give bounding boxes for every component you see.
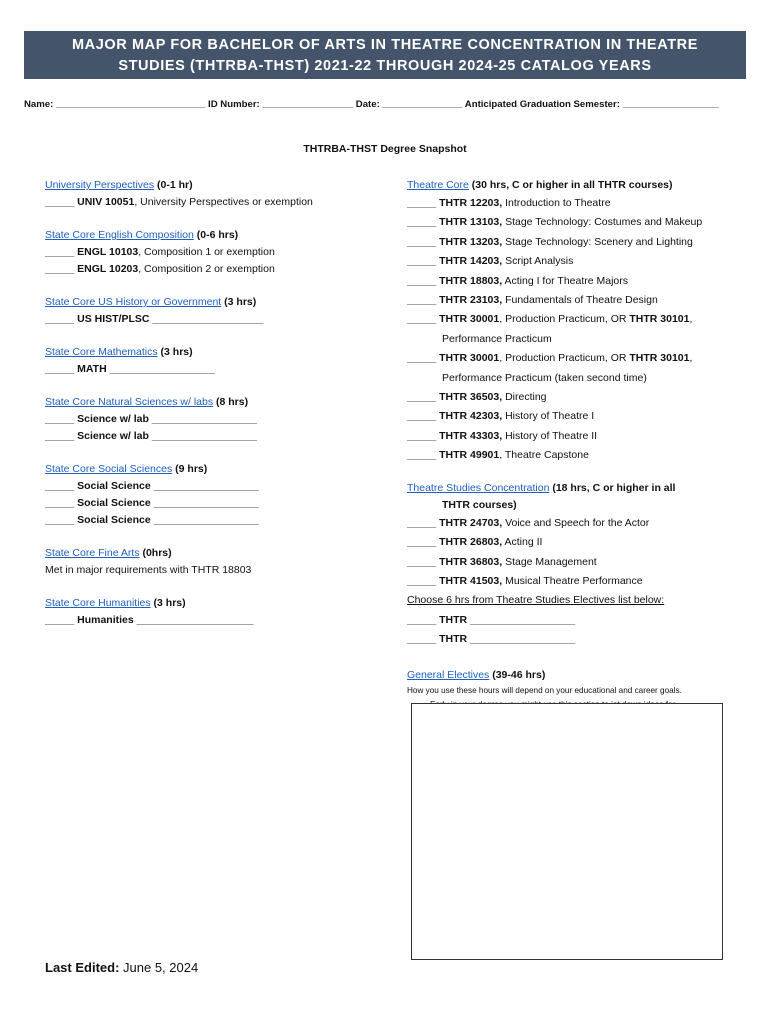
course-code: _____ THTR 18803, bbox=[407, 274, 503, 287]
title-line-1: MAJOR MAP FOR BACHELOR OF ARTS IN THEATRE CONCENTRATION IN THEATRE bbox=[71, 37, 699, 53]
concentration-heading bbox=[407, 480, 737, 497]
course-code: _____ THTR 23103, bbox=[407, 294, 503, 307]
page-title-banner bbox=[24, 31, 746, 79]
course-code: _____ THTR 36803, bbox=[407, 555, 503, 568]
requirement-item bbox=[45, 612, 375, 629]
course-code: _____ THTR 14203, bbox=[407, 255, 503, 268]
section-heading bbox=[45, 461, 375, 478]
last-edited bbox=[45, 960, 198, 975]
course-desc: Stage Technology: Scenery and Lighting bbox=[502, 235, 693, 248]
general-electives-hours: (39-46 hrs) bbox=[489, 668, 546, 681]
requirement-item bbox=[407, 427, 737, 446]
requirement-item bbox=[407, 213, 737, 232]
student-info-line: Name: ____________________________ ID Number: _________________ Date: _______________ Anticipated Graduation Semester: __________________ bbox=[24, 99, 719, 110]
course-code: _____ Social Science __________________ bbox=[45, 497, 259, 509]
section-heading bbox=[45, 344, 375, 361]
course-code: _____ Humanities ____________________ bbox=[45, 614, 254, 626]
requirement-item bbox=[407, 572, 737, 591]
course-code: _____ UNIV 10051 bbox=[45, 196, 135, 208]
last-edited-date: June 5, 2024 bbox=[119, 960, 199, 975]
requirement-item bbox=[407, 514, 737, 533]
course-code: _____ THTR 13203, bbox=[407, 235, 503, 248]
requirement-item-cont bbox=[407, 330, 737, 349]
section-hours: (9 hrs) bbox=[172, 463, 208, 475]
requirement-item bbox=[45, 478, 375, 495]
course-code: _____ THTR 49901 bbox=[407, 449, 500, 462]
requirement-item bbox=[45, 562, 375, 579]
course-desc: Acting I for Theatre Majors bbox=[502, 274, 629, 287]
course-desc: Stage Management bbox=[502, 555, 597, 568]
requirement-item bbox=[45, 411, 375, 428]
requirement-item bbox=[45, 495, 375, 512]
course-code-alt: THTR 30101 bbox=[629, 313, 690, 326]
section-hours: (0hrs) bbox=[139, 547, 172, 559]
theatre-core-heading bbox=[407, 177, 737, 194]
course-desc: Fundamentals of Theatre Design bbox=[502, 294, 658, 307]
concentration-hours-cont: THTR courses) bbox=[442, 498, 517, 511]
elective-line: _____ THTR __________________ bbox=[407, 633, 576, 646]
section-hours: (0-6 hrs) bbox=[193, 229, 239, 241]
section-heading bbox=[45, 177, 375, 194]
requirement-item bbox=[407, 291, 737, 310]
course-code: _____ THTR 41503, bbox=[407, 574, 503, 587]
course-code: _____ US HIST/PLSC ___________________ bbox=[45, 313, 264, 325]
requirement-item bbox=[407, 533, 737, 552]
section-hours: (3 hrs) bbox=[150, 597, 186, 609]
course-code: _____ THTR 13103, bbox=[407, 216, 503, 229]
course-code: _____ THTR 42303, bbox=[407, 410, 503, 423]
course-desc-alt: , bbox=[689, 352, 693, 365]
course-code: _____ THTR 30001 bbox=[407, 352, 500, 365]
general-electives-note: How you use these hours will depend on your educational and career goals. bbox=[407, 685, 682, 695]
left-column bbox=[45, 177, 375, 629]
section-hours: (0-1 hr) bbox=[154, 179, 193, 191]
snapshot-title: THTRBA-THST Degree Snapshot bbox=[303, 143, 467, 155]
requirement-item bbox=[45, 244, 375, 261]
course-desc: Directing bbox=[502, 391, 547, 404]
section-heading bbox=[45, 595, 375, 612]
theatre-core-link[interactable]: Theatre Core bbox=[407, 179, 469, 191]
course-desc: , Composition 2 or exemption bbox=[138, 263, 275, 275]
course-desc-alt: , bbox=[689, 313, 693, 326]
section-heading bbox=[45, 227, 375, 244]
last-edited-label: Last Edited: bbox=[45, 960, 120, 975]
requirement-item bbox=[45, 512, 375, 529]
course-desc: History of Theatre II bbox=[502, 429, 598, 442]
section-heading bbox=[45, 294, 375, 311]
course-desc: Introduction to Theatre bbox=[502, 197, 611, 209]
requirement-item bbox=[45, 428, 375, 445]
elective-line: _____ THTR __________________ bbox=[407, 613, 576, 626]
requirement-item-cont bbox=[407, 369, 737, 388]
course-desc: Musical Theatre Performance bbox=[502, 574, 643, 587]
requirement-item bbox=[407, 194, 737, 213]
course-code: _____ THTR 43303, bbox=[407, 429, 503, 442]
course-desc: Stage Technology: Costumes and Makeup bbox=[502, 216, 703, 229]
theatre-core-list bbox=[407, 194, 737, 466]
course-desc: , University Perspectives or exemption bbox=[134, 196, 313, 208]
requirement-item bbox=[45, 194, 375, 211]
course-code: _____ THTR 36503, bbox=[407, 391, 503, 404]
requirement-item bbox=[407, 310, 737, 329]
requirement-item bbox=[407, 446, 737, 465]
course-code: _____ Science w/ lab __________________ bbox=[45, 413, 257, 425]
title-line-2: STUDIES (THTRBA-THST) 2021-22 THROUGH 2024-25 CATALOG YEARS bbox=[118, 58, 652, 74]
concentration-hours: (18 hrs, C or higher in all bbox=[549, 481, 676, 494]
requirement-item bbox=[45, 261, 375, 278]
course-desc: , Production Practicum, OR bbox=[499, 352, 630, 365]
course-code: _____ Social Science __________________ bbox=[45, 480, 259, 492]
requirement-item bbox=[407, 553, 737, 572]
requirement-item bbox=[407, 252, 737, 271]
course-desc: Script Analysis bbox=[502, 255, 574, 268]
requirement-item bbox=[407, 272, 737, 291]
right-column bbox=[407, 177, 737, 712]
electives-instruction: Choose 6 hrs from Theatre Studies Electives list below: bbox=[407, 594, 665, 607]
requirement-item bbox=[45, 361, 375, 378]
section-link[interactable]: State Core Natural Sciences w/ labs bbox=[45, 396, 214, 408]
notes-text-box[interactable] bbox=[411, 703, 723, 960]
course-desc: History of Theatre I bbox=[502, 410, 595, 423]
course-desc-cont: Performance Practicum (taken second time) bbox=[442, 371, 647, 384]
course-code: _____ THTR 30001 bbox=[407, 313, 500, 326]
course-desc: , Production Practicum, OR bbox=[499, 313, 630, 326]
course-desc: , Composition 1 or exemption bbox=[138, 246, 275, 258]
course-code: _____ THTR 12203, bbox=[407, 197, 503, 209]
course-code: _____ THTR 24703, bbox=[407, 516, 503, 529]
requirement-item bbox=[407, 388, 737, 407]
requirement-item bbox=[407, 349, 737, 368]
section-link[interactable]: State Core US History or Government bbox=[45, 296, 222, 308]
concentration-list bbox=[407, 514, 737, 592]
concentration-link[interactable]: Theatre Studies Concentration bbox=[407, 481, 550, 494]
general-electives-link[interactable]: General Electives bbox=[407, 668, 490, 681]
course-code: _____ MATH __________________ bbox=[45, 363, 215, 375]
course-code: _____ THTR 26803, bbox=[407, 536, 503, 549]
section-hours: (3 hrs) bbox=[221, 296, 257, 308]
course-code-alt: THTR 30101 bbox=[629, 352, 690, 365]
section-link[interactable]: State Core Social Sciences bbox=[45, 463, 173, 475]
requirement-item bbox=[407, 407, 737, 426]
section-hours: (8 hrs) bbox=[213, 396, 249, 408]
section-link[interactable]: State Core English Composition bbox=[45, 229, 194, 241]
requirement-item bbox=[407, 233, 737, 252]
course-desc: Met in major requirements with THTR 18803 bbox=[45, 564, 252, 576]
section-heading bbox=[45, 394, 375, 411]
course-code: _____ Social Science __________________ bbox=[45, 514, 259, 526]
course-desc: , Theatre Capstone bbox=[499, 449, 589, 462]
requirement-item bbox=[45, 311, 375, 328]
theatre-core-hours: (30 hrs, C or higher in all THTR courses) bbox=[468, 179, 673, 191]
course-code: _____ ENGL 10103 bbox=[45, 246, 139, 258]
section-link[interactable]: State Core Mathematics bbox=[45, 346, 158, 358]
course-desc-cont: Performance Practicum bbox=[442, 332, 552, 345]
section-heading bbox=[45, 545, 375, 562]
section-link[interactable]: University Perspectives bbox=[45, 179, 155, 191]
course-code: _____ Science w/ lab __________________ bbox=[45, 430, 257, 442]
section-hours: (3 hrs) bbox=[157, 346, 193, 358]
section-link[interactable]: State Core Humanities bbox=[45, 597, 151, 609]
course-desc: Acting II bbox=[502, 536, 543, 549]
general-electives-heading bbox=[407, 667, 737, 684]
course-desc: Voice and Speech for the Actor bbox=[502, 516, 650, 529]
course-code: _____ ENGL 10203 bbox=[45, 263, 139, 275]
section-link[interactable]: State Core Fine Arts bbox=[45, 547, 140, 559]
